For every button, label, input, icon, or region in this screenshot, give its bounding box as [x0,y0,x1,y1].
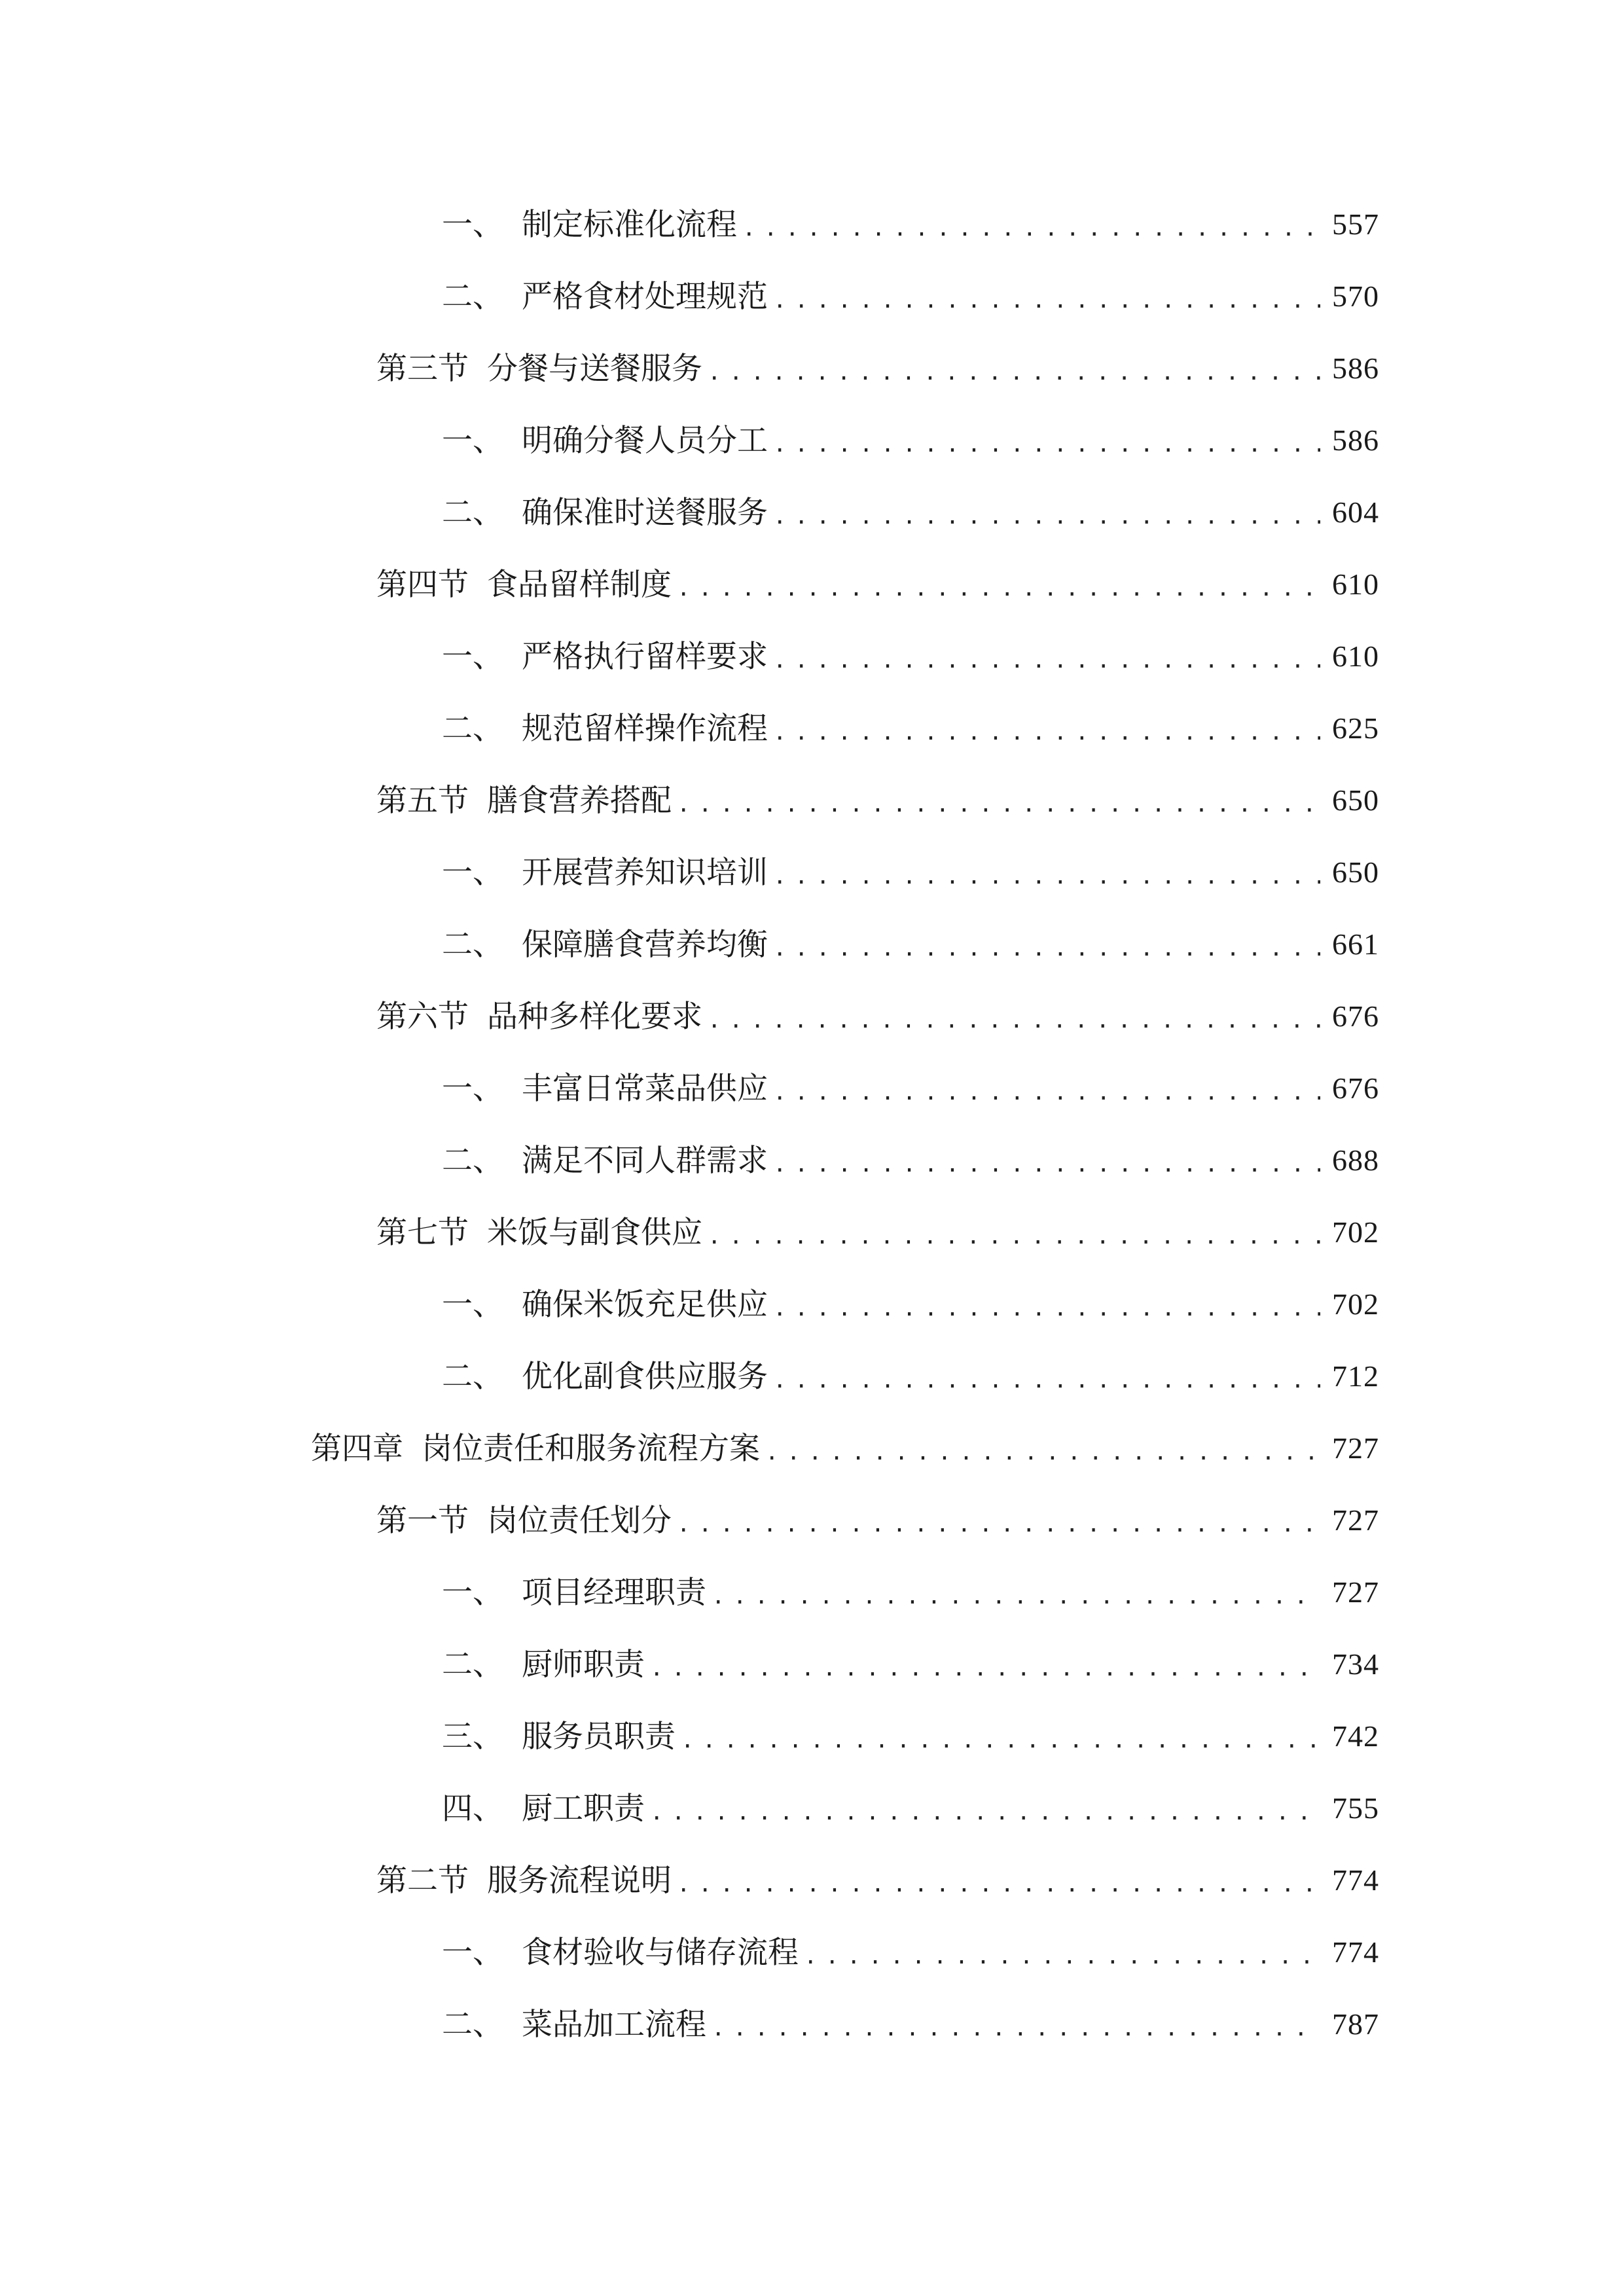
toc-entry[interactable] [0,1916,1624,1988]
toc-entry-number: 二、 [442,278,503,315]
toc-entry-number: 一、 [442,854,503,891]
toc-entry[interactable] [0,548,1624,620]
toc-entry-page: 570 [1332,279,1379,313]
dot-leader [773,433,1320,456]
dot-leader [712,1585,1320,1607]
toc-entry-page: 650 [1332,855,1379,889]
toc-entry-title: 制定标准化流程 [522,206,737,243]
toc-entry[interactable] [0,1412,1624,1484]
toc-entry-title: 岗位责任划分 [487,1502,672,1539]
toc-entry[interactable] [0,836,1624,908]
toc-entry-title: 岗位责任和服务流程方案 [422,1430,760,1467]
dot-leader [765,1441,1320,1463]
toc-entry-number: 一、 [442,1934,503,1971]
table-of-contents [0,188,1624,2060]
toc-entry-number: 第一节 [376,1502,469,1539]
toc-entry-page: 712 [1332,1359,1379,1393]
toc-entry-title: 保障膳食营养均衡 [522,926,768,963]
toc-entry[interactable] [0,1484,1624,1556]
toc-entry-number: 一、 [442,1574,503,1611]
toc-entry-title: 食材验收与储存流程 [522,1934,799,1971]
toc-entry-page: 661 [1332,927,1379,961]
toc-entry-title: 分餐与送餐服务 [487,350,702,387]
dot-leader [773,937,1320,960]
toc-entry[interactable] [0,476,1624,548]
toc-entry[interactable] [0,1988,1624,2060]
toc-entry-title: 规范留样操作流程 [522,710,768,747]
toc-entry-title: 丰富日常菜品供应 [522,1070,768,1107]
toc-entry-page: 676 [1332,999,1379,1033]
toc-entry-page: 734 [1332,1647,1379,1681]
toc-entry-number: 四、 [442,1790,503,1827]
toc-entry-page: 557 [1332,207,1379,241]
toc-entry-page: 604 [1332,495,1379,529]
toc-entry-title: 确保米饭充足供应 [522,1286,768,1323]
toc-entry[interactable] [0,1772,1624,1844]
toc-entry-title: 膳食营养搭配 [487,782,672,819]
toc-entry[interactable] [0,260,1624,332]
dot-leader [773,289,1320,312]
toc-entry[interactable] [0,620,1624,692]
dot-leader [677,1513,1320,1535]
toc-entry[interactable] [0,1196,1624,1268]
toc-entry[interactable] [0,1700,1624,1772]
toc-entry-title: 优化副食供应服务 [522,1358,768,1395]
toc-entry-number: 二、 [442,494,503,531]
toc-entry-number: 第五节 [376,782,469,819]
toc-entry-page: 727 [1332,1575,1379,1609]
toc-entry-page: 586 [1332,423,1379,457]
toc-entry-number: 第二节 [376,1862,469,1899]
dot-leader [804,1945,1320,1967]
dot-leader [773,649,1320,672]
dot-leader [773,1297,1320,1319]
toc-entry-number: 一、 [442,1286,503,1323]
toc-entry-number: 二、 [442,1142,503,1179]
dot-leader [773,865,1320,888]
toc-entry[interactable] [0,1268,1624,1340]
toc-entry-number: 二、 [442,2006,503,2043]
toc-entry[interactable] [0,404,1624,476]
toc-entry-page: 610 [1332,567,1379,601]
dot-leader [742,217,1320,240]
toc-entry-page: 702 [1332,1287,1379,1321]
toc-entry[interactable] [0,188,1624,260]
toc-entry-number: 三、 [442,1718,503,1755]
toc-entry[interactable] [0,1124,1624,1196]
toc-entry[interactable] [0,980,1624,1052]
toc-entry-title: 食品留样制度 [487,566,672,603]
toc-entry-title: 严格执行留样要求 [522,638,768,675]
toc-entry-number: 第四节 [376,566,469,603]
toc-entry-page: 586 [1332,351,1379,385]
dot-leader [773,1153,1320,1175]
toc-entry-title: 品种多样化要求 [487,998,702,1035]
toc-entry-page: 774 [1332,1863,1379,1897]
toc-entry-page: 688 [1332,1143,1379,1177]
toc-entry-number: 第三节 [376,350,469,387]
dot-leader [773,505,1320,528]
dot-leader [773,721,1320,744]
toc-entry-title: 服务员职责 [522,1718,676,1755]
dot-leader [650,1801,1320,1823]
toc-entry-number: 二、 [442,1358,503,1395]
dot-leader [773,1369,1320,1391]
toc-entry-number: 二、 [442,710,503,747]
toc-entry-number: 第四章 [311,1430,403,1467]
toc-entry[interactable] [0,1556,1624,1628]
dot-leader [712,2017,1320,2039]
toc-entry[interactable] [0,1628,1624,1700]
toc-entry-page: 650 [1332,783,1379,817]
dot-leader [650,1657,1320,1679]
toc-entry-title: 严格食材处理规范 [522,278,768,315]
dot-leader [677,577,1320,600]
toc-entry-page: 676 [1332,1071,1379,1105]
toc-entry-number: 第七节 [376,1214,469,1251]
toc-entry-title: 项目经理职责 [522,1574,706,1611]
toc-entry-number: 一、 [442,206,503,243]
toc-entry-page: 787 [1332,2007,1379,2041]
toc-entry-number: 二、 [442,926,503,963]
toc-entry-number: 一、 [442,638,503,675]
toc-entry-title: 服务流程说明 [487,1862,672,1899]
dot-leader [681,1729,1320,1751]
toc-entry[interactable] [0,1340,1624,1412]
toc-entry-page: 727 [1332,1503,1379,1537]
toc-entry-title: 菜品加工流程 [522,2006,706,2043]
dot-leader [773,1081,1320,1103]
toc-entry-page: 625 [1332,711,1379,745]
toc-entry[interactable] [0,764,1624,836]
toc-entry-title: 满足不同人群需求 [522,1142,768,1179]
toc-entry-page: 755 [1332,1791,1379,1825]
toc-entry-page: 610 [1332,639,1379,673]
toc-entry-title: 确保准时送餐服务 [522,494,768,531]
toc-entry-title: 开展营养知识培训 [522,854,768,891]
dot-leader [708,1225,1320,1247]
toc-entry[interactable] [0,1844,1624,1916]
toc-entry-title: 明确分餐人员分工 [522,422,768,459]
toc-entry-number: 一、 [442,1070,503,1107]
toc-entry-title: 米饭与副食供应 [487,1214,702,1251]
dot-leader [677,793,1320,816]
toc-entry-title: 厨师职责 [522,1646,645,1683]
toc-entry[interactable] [0,1052,1624,1124]
toc-entry[interactable] [0,692,1624,764]
toc-entry[interactable] [0,908,1624,980]
toc-entry-page: 774 [1332,1935,1379,1969]
dot-leader [708,361,1320,384]
toc-entry-number: 二、 [442,1646,503,1683]
toc-entry-number: 第六节 [376,998,469,1035]
toc-entry-title: 厨工职责 [522,1790,645,1827]
toc-entry-page: 702 [1332,1215,1379,1249]
toc-entry-page: 727 [1332,1431,1379,1465]
toc-entry-page: 742 [1332,1719,1379,1753]
dot-leader [677,1873,1320,1895]
toc-entry-number: 一、 [442,422,503,459]
toc-entry[interactable] [0,332,1624,404]
dot-leader [708,1009,1320,1031]
